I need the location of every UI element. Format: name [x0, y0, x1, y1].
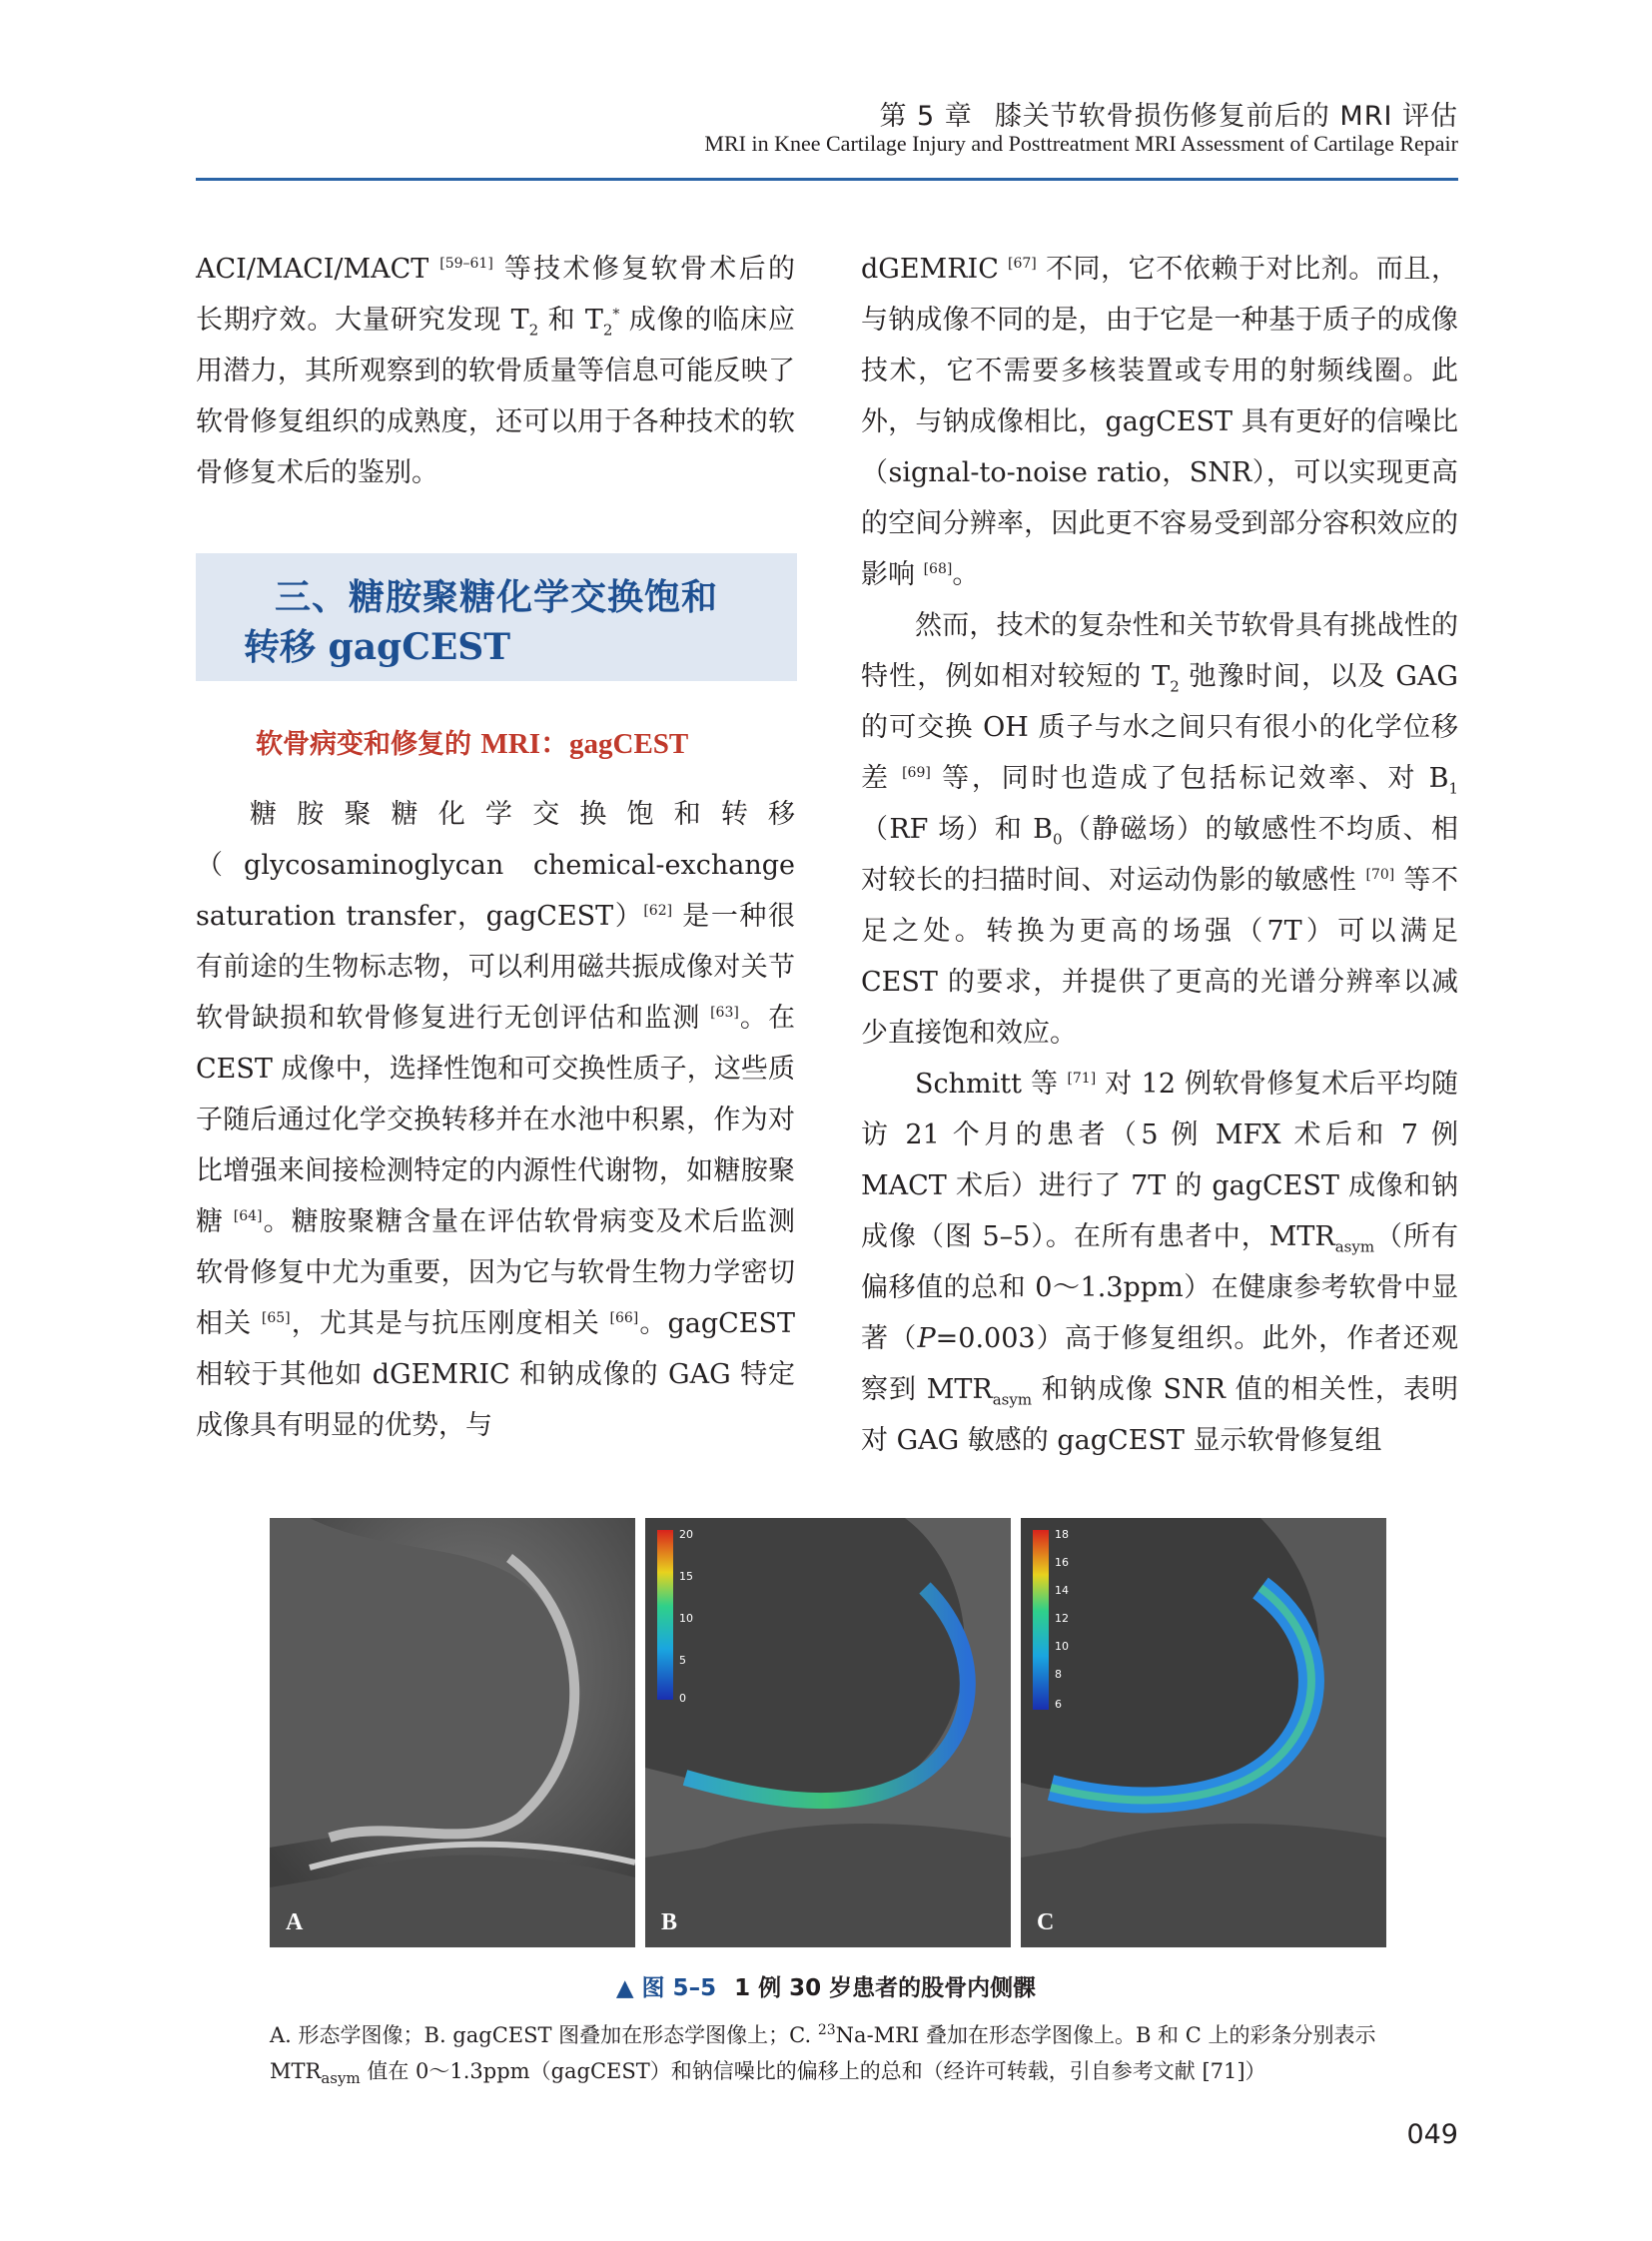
subheading-cn: 软骨病变和修复的 [256, 729, 481, 760]
paragraph [861, 1059, 1458, 1466]
text: 成像的临床应用潜力，其所观察到的软骨质量等信息可能反映了软骨修复组织的成熟度，还可以用于各种技术的软骨修复术后的鉴别。 [196, 305, 795, 488]
subscript: 2 [602, 321, 613, 340]
section-title-line1: 三、糖胺聚糖化学交换饱和 [274, 576, 718, 618]
subscript: 2 [528, 321, 539, 340]
text: （静磁场）的敏感性不均质、相对较长的扫描时间、对运动伪影的敏感性 [861, 814, 1458, 896]
right-column [861, 244, 1458, 1466]
figure-5-5 [270, 1518, 1386, 1947]
citation: [71] [1067, 1071, 1097, 1087]
paragraph [861, 244, 1458, 600]
paragraph [196, 789, 795, 1451]
subheading-en: MRI：gagCEST [480, 728, 689, 760]
text: 值在 0～1.3ppm（gagCEST）和钠信噪比的偏移上的总和（经许可转载，引自参考文献 [71]） [360, 2059, 1266, 2083]
text: 弛豫时间，以及 GAG 的可交换 OH 质子与水之间只有很小的化学位移差 [861, 661, 1458, 794]
citation: [67] [1008, 256, 1037, 272]
text: =0.003）高于修复组织。此外，作者还观察到 MTR [861, 1323, 1459, 1405]
left-column-top [196, 244, 795, 498]
text: Schmitt 等 [915, 1069, 1068, 1100]
panel-label-c: C [1037, 1909, 1055, 1935]
colorbar-c-tick: 8 [1055, 1668, 1062, 1681]
italic-p: P [917, 1323, 936, 1354]
text: 等不足之处。转换为更高的场强（7T）可以满足 CEST 的要求，并提供了更高的光谱分辨率以减少直接饱和效应。 [861, 865, 1458, 1049]
superscript: 23 [817, 2022, 836, 2038]
subscript: asym [1334, 1237, 1375, 1256]
citation: [70] [1365, 867, 1395, 883]
section-heading-box [196, 553, 797, 681]
text: ACI/MACI/MACT [196, 254, 440, 285]
figure-number: ▲ 图 5–5 [615, 1975, 717, 2001]
knee-mri-b [645, 1518, 1011, 1947]
superscript: * [612, 307, 620, 323]
figure-title: 1 例 30 岁患者的股骨内侧髁 [734, 1975, 1037, 2001]
colorbar-c-tick: 10 [1055, 1640, 1069, 1653]
running-header-cn [0, 94, 1458, 133]
colorbar-c-tick: 6 [1055, 1698, 1062, 1711]
text: 然而，技术的复杂性和关节软骨具有挑战性的特性，例如相对较短的 T [861, 610, 1458, 692]
text: 糖胺聚糖化学交换饱和转移（glycosaminoglycan chemical-exchange saturation transfer，gagCEST） [196, 799, 795, 932]
chapter-title-cn: 膝关节软骨损伤修复前后的 MRI 评估 [994, 101, 1458, 132]
colorbar-b-tick: 5 [679, 1654, 686, 1667]
text: 和钠成像 SNR 值的相关性，表明对 GAG 敏感的 gagCEST 显示软骨修复组 [861, 1374, 1458, 1456]
subscript: 2 [1170, 677, 1180, 696]
knee-mri-c [1021, 1518, 1386, 1947]
citation: [62] [643, 903, 673, 919]
subscript: asym [321, 2069, 361, 2088]
subheading [256, 721, 688, 762]
subscript: asym [992, 1390, 1033, 1409]
paragraph [196, 244, 795, 498]
text: 。 [952, 559, 980, 590]
colorbar-c-tick: 14 [1055, 1584, 1069, 1597]
text: 不同，它不依赖于对比剂。而且，与钠成像不同的是，由于它是一种基于质子的成像技术，它不需要多核装置或专用的射频线圈。此外，与钠成像相比，gagCEST 具有更好的信噪比（signal-to-noise ratio，SNR），可以实现更高的空间分辨率，因此更不容易受到部分容积效应的影响 [861, 254, 1458, 590]
text: ，尤其是与抗压刚度相关 [290, 1308, 610, 1339]
subscript: 0 [1052, 830, 1063, 849]
citation: [64] [233, 1208, 263, 1224]
colorbar-b-tick: 10 [679, 1612, 693, 1625]
chapter-title-en: MRI in Knee Cartilage Injury and Posttreatment MRI Assessment of Cartilage Repair [704, 131, 1458, 156]
citation: [65] [261, 1310, 291, 1326]
subscript: 1 [1448, 779, 1458, 798]
colorbar-b-tick: 0 [679, 1692, 686, 1705]
text: dGEMRIC [861, 254, 1009, 285]
text: 是一种很有前途的生物标志物，可以利用磁共振成像对关节软骨缺损和软骨修复进行无创评估和监测 [196, 901, 795, 1034]
panel-a-morphologic-image [270, 1518, 635, 1947]
text: 。在 CEST 成像中，选择性饱和可交换性质子，这些质子随后通过化学交换转移并在水池中积累，作为对比增强来间接检测特定的内源性代谢物，如糖胺聚糖 [196, 1003, 796, 1237]
text: 和 T [538, 305, 603, 336]
citation: [63] [710, 1005, 739, 1021]
colorbar-c-tick: 12 [1055, 1612, 1069, 1625]
citation: [66] [609, 1310, 639, 1326]
text: 等技术修复软骨术后的长期疗效。大量研究发现 T [196, 254, 795, 336]
figure-caption-title [0, 1969, 1652, 2002]
colorbar-c-tick: 16 [1055, 1556, 1069, 1569]
text: 对 12 例软骨修复术后平均随访 21 个月的患者（5 例 MFX 术后和 7 例 MACT 术后）进行了 7T 的 gagCEST 成像和钠成像（图 5–5）。在所有患者中，MTR [861, 1069, 1458, 1252]
header-rule [196, 178, 1458, 181]
panel-label-a: A [286, 1909, 304, 1935]
figure-caption-body [270, 2017, 1388, 2089]
citation: [68] [923, 561, 953, 577]
colorbar-b [657, 1530, 673, 1700]
knee-mri-a [270, 1518, 635, 1947]
text: 。糖胺聚糖含量在评估软骨病变及术后监测软骨修复中尤为重要，因为它与软骨生物力学密切相关 [196, 1206, 795, 1339]
left-column-body [196, 789, 795, 1451]
text: 。gagCEST 相较于其他如 dGEMRIC 和钠成像的 GAG 特定成像具有明显的优势，与 [196, 1308, 795, 1441]
paragraph [861, 600, 1458, 1059]
text: （所有偏移值的总和 0～1.3ppm）在健康参考软骨中显著（ [861, 1221, 1458, 1354]
section-title-line2: 转移 gagCEST [244, 626, 511, 668]
colorbar-b-tick: 15 [679, 1570, 693, 1583]
text: A. 形态学图像；B. gagCEST 图叠加在形态学图像上；C. [270, 2023, 818, 2047]
citation: [69] [902, 765, 931, 781]
colorbar-c-tick: 18 [1055, 1528, 1069, 1541]
page-number: 049 [1406, 2119, 1458, 2150]
panel-label-b: B [661, 1909, 678, 1935]
text: Na-MRI 叠加在形态学图像上。B 和 C 上的彩条分别表示 MTR [270, 2023, 1376, 2083]
colorbar-c [1033, 1530, 1049, 1710]
text: （RF 场）和 B [861, 814, 1053, 845]
panel-c-sodium-overlay [1021, 1518, 1386, 1947]
colorbar-b-tick: 20 [679, 1528, 693, 1541]
panel-b-gagcest-overlay [645, 1518, 1011, 1947]
chapter-number: 第 5 章 [879, 101, 973, 132]
citation: [59–61] [439, 256, 493, 272]
text: 等，同时也造成了包括标记效率、对 B [930, 763, 1449, 794]
